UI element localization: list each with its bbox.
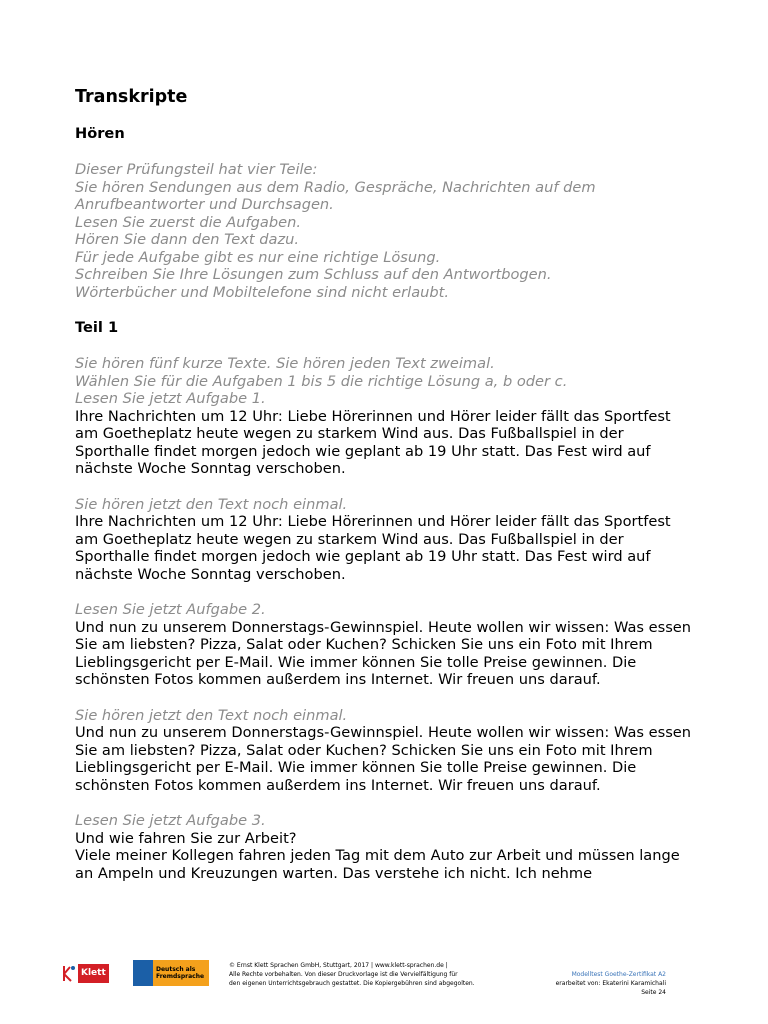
transcript-text: Viele meiner Kollegen fahren jeden Tag mit dem Auto zur Arbeit und müssen lange an Ampeln und Kreuzungen warten. Das verstehe ich nicht. Ich nehme [75,847,680,882]
page-number: Seite 24 [641,989,666,996]
teil1-block-1 [75,355,695,478]
intro-line: Schreiben Sie Ihre Lösungen zum Schluss auf den Antwortbogen. [75,266,552,283]
intro-line: Lesen Sie zuerst die Aufgaben. [75,213,302,231]
section-heading: Hören [75,125,125,142]
daf-label [153,960,209,986]
intro-line: Für jede Aufgabe gibt es nur eine richtige Lösung. [75,248,441,266]
teil1-block-5 [75,812,695,882]
intro-instructions [75,161,695,301]
daf-logo [133,960,209,986]
transcript-text: Und nun zu unserem Donnerstags-Gewinnspiel. Heute wollen wir wissen: Was essen Sie am liebsten? Pizza, Salat oder Kuchen? Schicken Sie uns ein Foto mit Ihrem Lieblingsgericht per E-Mail. Wie immer können Sie tolle Preise gewinnen. Die schönsten Fotos kommen außerdem ins Internet. Wir freuen uns darauf. [75,724,692,794]
transcript-text: Und nun zu unserem Donnerstags-Gewinnspiel. Heute wollen wir wissen: Was essen Sie am liebsten? Pizza, Salat oder Kuchen? Schicken Sie uns ein Foto mit Ihrem Lieblingsgericht per E-Mail. Wie immer können Sie tolle Preise gewinnen. Die schönsten Fotos kommen außerdem ins Internet. Wir freuen uns darauf. [75,618,692,688]
transcript-text: Und wie fahren Sie zur Arbeit? [75,829,297,847]
copyright-line: den eigenen Unterrichtsgebrauch gestattet. Die Kopiergebühren sind abgegolten. [229,980,475,987]
klett-mark-icon [62,964,76,983]
daf-blue-block [133,960,153,986]
teil1-block-4 [75,707,695,795]
daf-label-line: Fremdsprache [156,973,205,980]
instruction-line: Sie hören fünf kurze Texte. Sie hören jeden Text zweimal. [75,355,495,372]
transcript-text: Ihre Nachrichten um 12 Uhr: Liebe Hörerinnen und Hörer leider fällt das Sportfest am Goetheplatz heute wegen zu starkem Wind aus. Das Fußballspiel in der Sporthalle findet morgen jedoch wie geplant ab 19 Uhr statt. Das Fest wird auf nächste Woche Sonntag verschoben. [75,513,671,583]
document-body [75,86,695,900]
klett-logo [62,962,112,985]
copyright-notice [229,961,519,988]
teil1-block-3 [75,601,695,689]
instruction-line: Sie hören jetzt den Text noch einmal. [75,706,348,724]
author-label: erarbeitet von: Ekaterini Karamichali [555,980,666,987]
copyright-line: © Ernst Klett Sprachen GmbH, Stuttgart, 2017 | www.klett-sprachen.de | [229,962,448,969]
teil1-block-2 [75,496,695,584]
instruction-line: Lesen Sie jetzt Aufgabe 2. [75,601,266,618]
intro-line: Dieser Prüfungsteil hat vier Teile: [75,161,318,178]
instruction-line: Lesen Sie jetzt Aufgabe 3. [75,812,266,829]
transcript-text: Ihre Nachrichten um 12 Uhr: Liebe Hörerinnen und Hörer leider fällt das Sportfest am Goetheplatz heute wegen zu starkem Wind aus. Das Fußballspiel in der Sporthalle findet morgen jedoch wie geplant ab 19 Uhr statt. Das Fest wird auf nächste Woche Sonntag verschoben. [75,407,671,477]
instruction-line: Sie hören jetzt den Text noch einmal. [75,495,348,513]
modeltest-label: Modelltest Goethe-Zertifikat A2 [571,971,666,978]
daf-label-line: Deutsch als [156,966,196,973]
klett-wordmark: Klett [78,964,109,983]
page-title: Transkripte [75,87,188,107]
document-info [556,970,666,997]
page-footer [0,958,768,1018]
copyright-line: Alle Rechte vorbehalten. Von dieser Druckvorlage ist die Vervielfältigung für [229,971,458,978]
intro-line: Sie hören Sendungen aus dem Radio, Gespräche, Nachrichten auf dem Anrufbeantworter und Durchsagen. [75,178,596,213]
teil1-heading: Teil 1 [75,319,119,336]
instruction-line: Lesen Sie jetzt Aufgabe 1. [75,390,266,407]
intro-line: Wörterbücher und Mobiltelefone sind nicht erlaubt. [75,283,450,301]
instruction-line: Wählen Sie für die Aufgaben 1 bis 5 die richtige Lösung a, b oder c. [75,372,568,390]
intro-line: Hören Sie dann den Text dazu. [75,231,300,248]
